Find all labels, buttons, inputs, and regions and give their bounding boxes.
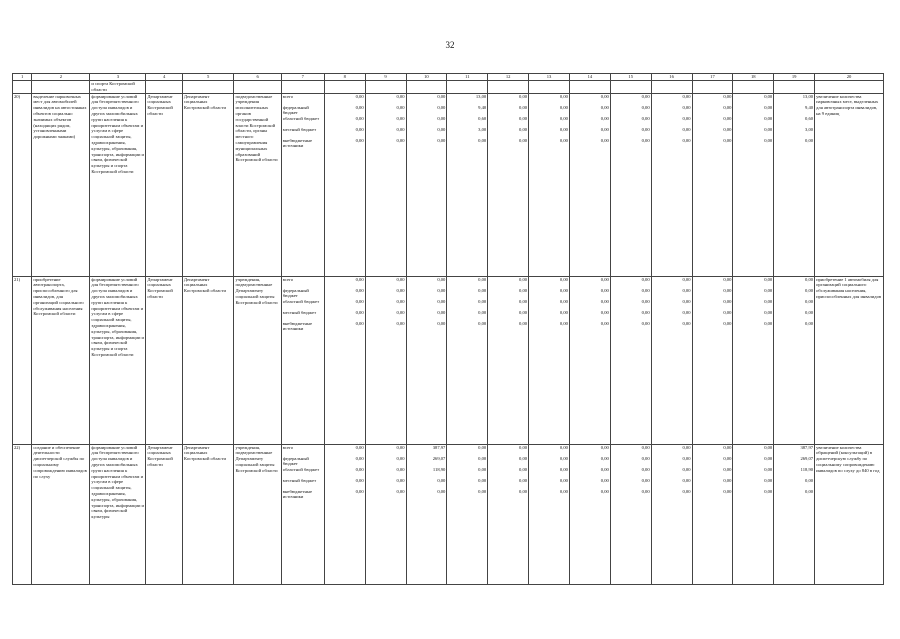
funding-sources bbox=[281, 93, 324, 276]
amount-value: 0,00 bbox=[764, 466, 773, 472]
measure-name: приобретение автотранспорта, приспособленного для инвалидов, для организаций социального обслуживания населения Костромской области bbox=[32, 276, 90, 444]
amount-value: 0,00 bbox=[641, 137, 650, 143]
amount-value: 269,07 bbox=[432, 455, 446, 461]
amount-value: 0,00 bbox=[805, 309, 814, 315]
program-table bbox=[12, 73, 884, 585]
funding-source-label: всего bbox=[282, 93, 294, 99]
funding-sources bbox=[281, 444, 324, 584]
amount-value: 0,00 bbox=[396, 93, 405, 99]
participants: подведомственные учреждения исполнительных органов государственной власти Костромской области, органы местного самоуправления муниципальных образований Костромской области bbox=[234, 93, 281, 276]
amount-value: 0,00 bbox=[559, 466, 568, 472]
column-number-5: 5 bbox=[182, 74, 234, 81]
amount-column-12 bbox=[488, 444, 529, 584]
amount-value: 0,00 bbox=[519, 115, 528, 121]
amount-value: 0,00 bbox=[437, 276, 446, 282]
amount-value: 0,00 bbox=[641, 488, 650, 494]
funding-source-label: внебюджетные источники bbox=[282, 320, 313, 332]
participants: учреждения, подведомственные Департаменту социальной защиты Костромской области bbox=[234, 444, 281, 584]
amount-value: 0,00 bbox=[682, 287, 691, 293]
amount-value: 0,00 bbox=[600, 276, 609, 282]
column-number-13: 13 bbox=[529, 74, 570, 81]
amount-value: 0,00 bbox=[682, 466, 691, 472]
amount-column-10 bbox=[406, 93, 447, 276]
expected-result: увеличение количества парковочных мест, выделенных для автотранспорта инвалидов, на 9 единиц bbox=[815, 93, 884, 276]
column-number-7: 7 bbox=[281, 74, 324, 81]
amount-column-14 bbox=[569, 93, 610, 276]
amount-value: 0,00 bbox=[805, 320, 814, 326]
amount-value: 0,00 bbox=[641, 93, 650, 99]
participants: учреждения, подведомственные Департаменту социальной защиты Костромской области bbox=[234, 276, 281, 444]
amount-value: 0,00 bbox=[396, 488, 405, 494]
amount-value: 0,00 bbox=[682, 309, 691, 315]
column-number-10: 10 bbox=[406, 74, 447, 81]
amount-value: 0,00 bbox=[559, 93, 568, 99]
amount-value: 0,00 bbox=[641, 455, 650, 461]
amount-value: 0,00 bbox=[355, 298, 364, 304]
responsible-executor: Департамент социальных Костромской области bbox=[146, 276, 183, 444]
amount-value: 0,00 bbox=[559, 455, 568, 461]
amount-value: 0,00 bbox=[764, 93, 773, 99]
amount-column-8 bbox=[324, 93, 365, 276]
amount-value: 0,00 bbox=[641, 466, 650, 472]
measure-name: выделение парковочных мест для автомобилей инвалидов на автостоянках объектов социально значимых объектов (находящих рядом, установленными дорожными знаками) bbox=[32, 93, 90, 276]
amount-value: 0,00 bbox=[519, 276, 528, 282]
funding-source-label: местный бюджет bbox=[282, 477, 317, 483]
column-number-row bbox=[13, 74, 884, 81]
amount-value: 3,00 bbox=[478, 126, 487, 132]
amount-value: 0,00 bbox=[723, 115, 732, 121]
amount-value: 0,00 bbox=[682, 93, 691, 99]
amount-column-14 bbox=[569, 276, 610, 444]
amount-value: 0,00 bbox=[396, 309, 405, 315]
amount-value: 0,00 bbox=[396, 444, 405, 450]
amount-value: 0,00 bbox=[437, 115, 446, 121]
amount-value: 0,00 bbox=[764, 276, 773, 282]
amount-value: 0,00 bbox=[641, 309, 650, 315]
amount-value: 0,00 bbox=[519, 126, 528, 132]
amount-value: 0,00 bbox=[805, 477, 814, 483]
amount-value: 0,00 bbox=[805, 287, 814, 293]
column-number-19: 19 bbox=[774, 74, 815, 81]
column-number-15: 15 bbox=[610, 74, 651, 81]
amount-value: 0,00 bbox=[396, 104, 405, 110]
responsible-executor: Департамент социальных Костромской области bbox=[146, 444, 183, 584]
amount-value: 0,00 bbox=[355, 444, 364, 450]
amount-value: 0,00 bbox=[600, 477, 609, 483]
amount-value: 0,00 bbox=[764, 126, 773, 132]
amount-column-10 bbox=[406, 276, 447, 444]
amount-value: 0,00 bbox=[355, 488, 364, 494]
column-number-8: 8 bbox=[324, 74, 365, 81]
amount-value: 0,00 bbox=[600, 466, 609, 472]
funding-source-label: внебюджетные источники bbox=[282, 488, 313, 500]
amount-value: 0,00 bbox=[437, 298, 446, 304]
amount-value: 0,00 bbox=[682, 444, 691, 450]
amount-value: 0,00 bbox=[600, 287, 609, 293]
table-row bbox=[13, 444, 884, 584]
amount-value: 0,00 bbox=[396, 466, 405, 472]
amount-value: 0,00 bbox=[478, 477, 487, 483]
amount-value: 0,00 bbox=[396, 287, 405, 293]
amount-value: 0,00 bbox=[600, 115, 609, 121]
amount-value: 0,00 bbox=[396, 126, 405, 132]
row-number: 22) bbox=[13, 444, 32, 584]
amount-value: 0,00 bbox=[478, 488, 487, 494]
amount-value: 0,00 bbox=[641, 320, 650, 326]
amount-column-19 bbox=[774, 276, 815, 444]
funding-source-label: местный бюджет bbox=[282, 309, 317, 315]
table-row bbox=[13, 93, 884, 276]
column-number-11: 11 bbox=[447, 74, 488, 81]
amount-value: 0,00 bbox=[641, 287, 650, 293]
amount-value: 0,00 bbox=[478, 276, 487, 282]
amount-value: 269,07 bbox=[800, 455, 814, 461]
amount-value: 0,00 bbox=[600, 104, 609, 110]
amount-value: 0,00 bbox=[396, 455, 405, 461]
amount-value: 0,00 bbox=[519, 287, 528, 293]
amount-value: 0,00 bbox=[519, 298, 528, 304]
amount-value: 0,00 bbox=[519, 488, 528, 494]
amount-value: 0,00 bbox=[478, 298, 487, 304]
amount-value: 0,00 bbox=[600, 320, 609, 326]
amount-value: 0,00 bbox=[723, 477, 732, 483]
measure-goal: формирование условий для беспрепятственного доступа инвалидов и других маломобильных групп населения к приоритетным объектам и услугам в сфере социальной защиты, здравоохранения, культуры, образования, транспорта, информации и связи, физической культуры и спорта Костромской области bbox=[90, 93, 146, 276]
amount-value: 0,00 bbox=[396, 320, 405, 326]
amount-value: 0,00 bbox=[478, 309, 487, 315]
amount-value: 0,00 bbox=[519, 137, 528, 143]
amount-column-14 bbox=[569, 444, 610, 584]
amount-value: 0,00 bbox=[559, 104, 568, 110]
column-number-18: 18 bbox=[733, 74, 774, 81]
column-number-20: 20 bbox=[815, 74, 884, 81]
amount-value: 0,00 bbox=[723, 298, 732, 304]
co-executor: Департамент социальных Костромской области bbox=[182, 93, 234, 276]
amount-value: 0,00 bbox=[723, 466, 732, 472]
amount-value: 0,00 bbox=[805, 488, 814, 494]
amount-value: 0,00 bbox=[764, 298, 773, 304]
amount-value: 0,00 bbox=[519, 455, 528, 461]
amount-value: 0,00 bbox=[723, 93, 732, 99]
funding-source-label: областной бюджет bbox=[282, 298, 320, 304]
amount-value: 0,00 bbox=[559, 298, 568, 304]
page-number: 32 bbox=[445, 40, 455, 50]
amount-value: 0,00 bbox=[478, 466, 487, 472]
column-number-16: 16 bbox=[651, 74, 692, 81]
amount-value: 0,00 bbox=[764, 455, 773, 461]
continuation-text: и спорта Костромской области bbox=[90, 81, 146, 94]
amount-value: 0,00 bbox=[682, 488, 691, 494]
amount-column-19 bbox=[774, 444, 815, 584]
amount-value: 0,00 bbox=[723, 488, 732, 494]
amount-value: 0,00 bbox=[437, 137, 446, 143]
amount-value: 0,00 bbox=[805, 276, 814, 282]
amount-column-17 bbox=[692, 93, 733, 276]
measure-name: создание и обеспечение деятельности диспетчерской службы по социальному сопровождению инвалидов по слуху bbox=[32, 444, 90, 584]
amount-value: 0,00 bbox=[396, 276, 405, 282]
amount-value: 0,00 bbox=[600, 126, 609, 132]
amount-column-8 bbox=[324, 444, 365, 584]
amount-value: 0,00 bbox=[355, 287, 364, 293]
amount-column-15 bbox=[610, 444, 651, 584]
amount-value: 0,00 bbox=[478, 444, 487, 450]
amount-value: 0,00 bbox=[519, 466, 528, 472]
column-number-1: 1 bbox=[13, 74, 32, 81]
amount-value: 0,00 bbox=[682, 298, 691, 304]
amount-value: 0,00 bbox=[437, 104, 446, 110]
amount-value: 0,00 bbox=[437, 320, 446, 326]
amount-column-17 bbox=[692, 444, 733, 584]
amount-value: 0,00 bbox=[478, 320, 487, 326]
amount-column-11 bbox=[447, 444, 488, 584]
column-number-9: 9 bbox=[365, 74, 406, 81]
amount-value: 0,00 bbox=[437, 93, 446, 99]
amount-column-17 bbox=[692, 276, 733, 444]
funding-sources bbox=[281, 276, 324, 444]
column-number-4: 4 bbox=[146, 74, 183, 81]
amount-value: 0,00 bbox=[437, 477, 446, 483]
amount-value: 0,00 bbox=[682, 126, 691, 132]
amount-column-18 bbox=[733, 444, 774, 584]
amount-value: 0,00 bbox=[355, 93, 364, 99]
amount-value: 0,00 bbox=[519, 320, 528, 326]
amount-value: 0,00 bbox=[519, 309, 528, 315]
amount-value: 0,00 bbox=[723, 455, 732, 461]
amount-value: 0,00 bbox=[764, 320, 773, 326]
amount-column-9 bbox=[365, 444, 406, 584]
amount-value: 0,00 bbox=[355, 466, 364, 472]
amount-value: 0,00 bbox=[764, 287, 773, 293]
amount-value: 118,90 bbox=[800, 466, 814, 472]
amount-value: 0,00 bbox=[764, 477, 773, 483]
amount-column-11 bbox=[447, 93, 488, 276]
amount-value: 0,00 bbox=[723, 276, 732, 282]
funding-source-label: всего bbox=[282, 444, 294, 450]
amount-value: 0,60 bbox=[478, 115, 487, 121]
amount-value: 0,00 bbox=[641, 115, 650, 121]
amount-value: 0,00 bbox=[437, 287, 446, 293]
amount-value: 0,00 bbox=[355, 137, 364, 143]
amount-value: 0,00 bbox=[437, 126, 446, 132]
amount-value: 0,00 bbox=[478, 137, 487, 143]
amount-value: 0,00 bbox=[600, 309, 609, 315]
amount-value: 0,00 bbox=[764, 444, 773, 450]
funding-source-label: федеральный бюджет bbox=[282, 287, 309, 299]
funding-source-label: федеральный бюджет bbox=[282, 455, 309, 467]
continuation-row bbox=[13, 81, 884, 94]
amount-value: 0,00 bbox=[519, 444, 528, 450]
amount-column-8 bbox=[324, 276, 365, 444]
row-number: 20) bbox=[13, 93, 32, 276]
amount-column-15 bbox=[610, 276, 651, 444]
amount-value: 0,00 bbox=[437, 488, 446, 494]
amount-column-16 bbox=[651, 444, 692, 584]
amount-value: 0,00 bbox=[519, 93, 528, 99]
amount-column-13 bbox=[529, 444, 570, 584]
amount-value: 0,00 bbox=[682, 115, 691, 121]
amount-value: 0,00 bbox=[805, 137, 814, 143]
amount-column-10 bbox=[406, 444, 447, 584]
amount-value: 0,00 bbox=[519, 104, 528, 110]
amount-value: 0,00 bbox=[805, 298, 814, 304]
amount-value: 0,00 bbox=[682, 455, 691, 461]
amount-value: 0,00 bbox=[600, 93, 609, 99]
amount-value: 0,00 bbox=[396, 477, 405, 483]
column-number-14: 14 bbox=[569, 74, 610, 81]
funding-source-label: внебюджетные источники bbox=[282, 137, 313, 149]
amount-value: 0,00 bbox=[764, 104, 773, 110]
amount-value: 0,00 bbox=[682, 320, 691, 326]
amount-column-12 bbox=[488, 93, 529, 276]
amount-value: 0,00 bbox=[600, 137, 609, 143]
amount-value: 0,00 bbox=[723, 126, 732, 132]
amount-value: 0,00 bbox=[764, 309, 773, 315]
funding-source-label: областной бюджет bbox=[282, 115, 320, 121]
amount-value: 0,00 bbox=[559, 488, 568, 494]
amount-column-12 bbox=[488, 276, 529, 444]
amount-value: 9,40 bbox=[478, 104, 487, 110]
amount-value: 0,00 bbox=[559, 320, 568, 326]
amount-value: 0,00 bbox=[355, 320, 364, 326]
amount-value: 0,00 bbox=[559, 477, 568, 483]
amount-value: 0,00 bbox=[396, 137, 405, 143]
amount-value: 0,60 bbox=[805, 115, 814, 121]
amount-value: 0,00 bbox=[682, 137, 691, 143]
amount-value: 0,00 bbox=[355, 477, 364, 483]
amount-column-18 bbox=[733, 276, 774, 444]
amount-value: 13,00 bbox=[475, 93, 487, 99]
amount-value: 0,00 bbox=[355, 126, 364, 132]
amount-value: 0,00 bbox=[559, 137, 568, 143]
amount-value: 0,00 bbox=[641, 477, 650, 483]
amount-value: 0,00 bbox=[641, 298, 650, 304]
co-executor: Департамент социальных Костромской области bbox=[182, 444, 234, 584]
amount-value: 0,00 bbox=[641, 104, 650, 110]
amount-column-11 bbox=[447, 276, 488, 444]
amount-column-16 bbox=[651, 93, 692, 276]
amount-value: 0,00 bbox=[437, 309, 446, 315]
amount-value: 0,00 bbox=[478, 287, 487, 293]
amount-value: 0,00 bbox=[478, 455, 487, 461]
amount-column-18 bbox=[733, 93, 774, 276]
amount-value: 0,00 bbox=[355, 455, 364, 461]
amount-column-15 bbox=[610, 93, 651, 276]
amount-value: 0,00 bbox=[641, 276, 650, 282]
amount-value: 0,00 bbox=[355, 309, 364, 315]
amount-value: 0,00 bbox=[396, 115, 405, 121]
amount-value: 0,00 bbox=[764, 137, 773, 143]
amount-column-19 bbox=[774, 93, 815, 276]
co-executor: Департамент социальных Костромской области bbox=[182, 276, 234, 444]
amount-value: 0,00 bbox=[559, 444, 568, 450]
amount-value: 0,00 bbox=[682, 477, 691, 483]
funding-source-label: областной бюджет bbox=[282, 466, 320, 472]
funding-source-label: всего bbox=[282, 276, 294, 282]
amount-value: 3,00 bbox=[805, 126, 814, 132]
amount-column-13 bbox=[529, 276, 570, 444]
amount-value: 0,00 bbox=[559, 115, 568, 121]
amount-value: 0,00 bbox=[559, 287, 568, 293]
column-number-2: 2 bbox=[32, 74, 90, 81]
amount-column-16 bbox=[651, 276, 692, 444]
amount-value: 387,97 bbox=[432, 444, 446, 450]
amount-value: 0,00 bbox=[559, 126, 568, 132]
responsible-executor: Департамент социальных Костромской области bbox=[146, 93, 183, 276]
column-number-6: 6 bbox=[234, 74, 281, 81]
column-number-12: 12 bbox=[488, 74, 529, 81]
amount-value: 0,00 bbox=[600, 298, 609, 304]
amount-value: 0,00 bbox=[723, 320, 732, 326]
amount-value: 0,00 bbox=[641, 444, 650, 450]
row-number: 21) bbox=[13, 276, 32, 444]
column-number-17: 17 bbox=[692, 74, 733, 81]
expected-result: приобретение 1 автомобиля для организаций социального обслуживания населения, приспособленных для инвалидов bbox=[815, 276, 884, 444]
amount-value: 0,00 bbox=[559, 309, 568, 315]
amount-value: 0,00 bbox=[600, 488, 609, 494]
amount-value: 0,00 bbox=[682, 104, 691, 110]
amount-value: 118,90 bbox=[432, 466, 446, 472]
amount-value: 0,00 bbox=[519, 477, 528, 483]
amount-column-9 bbox=[365, 276, 406, 444]
amount-column-13 bbox=[529, 93, 570, 276]
funding-source-label: федеральный бюджет bbox=[282, 104, 309, 116]
amount-value: 13,00 bbox=[802, 93, 814, 99]
expected-result: увеличение количества обращений (консультаций) в диспетчерскую службу по социальному сопровождению инвалидов по слуху до 840 в год bbox=[815, 444, 884, 584]
amount-value: 0,00 bbox=[682, 276, 691, 282]
amount-value: 0,00 bbox=[723, 444, 732, 450]
amount-value: 0,00 bbox=[355, 276, 364, 282]
amount-value: 0,00 bbox=[764, 115, 773, 121]
amount-value: 0,00 bbox=[600, 444, 609, 450]
column-number-3: 3 bbox=[90, 74, 146, 81]
amount-value: 9,40 bbox=[805, 104, 814, 110]
table-row bbox=[13, 276, 884, 444]
amount-value: 0,00 bbox=[559, 276, 568, 282]
amount-column-9 bbox=[365, 93, 406, 276]
amount-value: 0,00 bbox=[396, 298, 405, 304]
measure-goal: формирование условий для беспрепятственного доступа инвалидов и других маломобильных групп населения к приоритетным объектам и услугам в сфере социальной защиты, здравоохранения, культуры, образования, транспорта, информации и связи, физической культуры bbox=[90, 444, 146, 584]
amount-value: 0,00 bbox=[723, 104, 732, 110]
amount-value: 0,00 bbox=[600, 455, 609, 461]
amount-value: 0,00 bbox=[723, 309, 732, 315]
measure-goal: формирование условий для беспрепятственного доступа инвалидов и других маломобильных групп населения к приоритетным объектам и услугам в сфере социальной защиты, здравоохранения, культуры, образования, транспорта, информации и связи, физической культуры и спорта Костромской области bbox=[90, 276, 146, 444]
amount-value: 0,00 bbox=[723, 287, 732, 293]
amount-value: 0,00 bbox=[723, 137, 732, 143]
amount-value: 387,97 bbox=[800, 444, 814, 450]
amount-value: 0,00 bbox=[355, 115, 364, 121]
amount-value: 0,00 bbox=[641, 126, 650, 132]
amount-value: 0,00 bbox=[355, 104, 364, 110]
amount-value: 0,00 bbox=[764, 488, 773, 494]
funding-source-label: местный бюджет bbox=[282, 126, 317, 132]
